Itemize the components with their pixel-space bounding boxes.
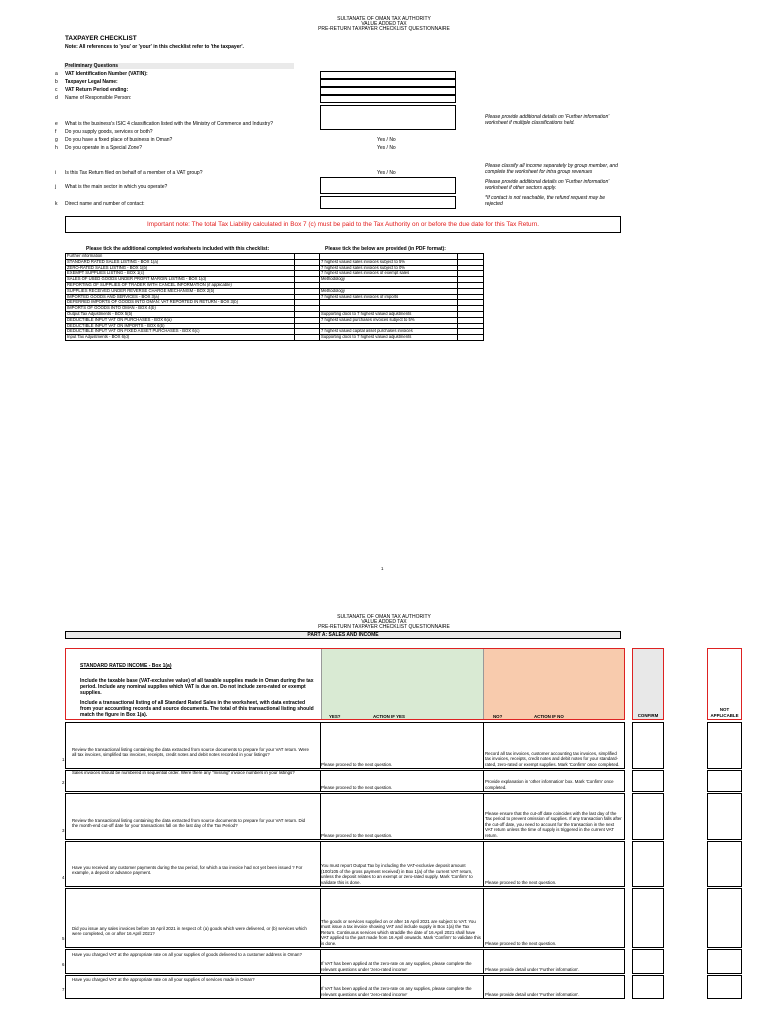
action-if-yes: Please proceed to the next question. bbox=[321, 832, 393, 838]
confirm-checkbox[interactable] bbox=[632, 841, 664, 887]
worksheet-name: REPORTING OF SUPPLIES OF TRADER WITH CANCEL INFORMATION (if applicable) bbox=[66, 282, 295, 288]
pdf-item-name: 7 highest valued sales invoices of imports bbox=[320, 294, 458, 300]
question-number: 7 bbox=[62, 987, 65, 992]
std-desc-1: Include the taxable base (VAT-exclusive value) of all taxable supplies made in Oman during the tax period. Include any nominal supplies which VAT is due on. Do not include zero-rated or exempt supplies. bbox=[80, 678, 314, 696]
worksheet-name: DEDUCTIBLE INPUT VAT ON PURCHASES - BOX 6(a) bbox=[66, 317, 295, 323]
not-applicable-checkbox[interactable] bbox=[707, 841, 742, 887]
worksheet-name: DEDUCTIBLE INPUT VAT ON IMPORTS - BOX 6(b) bbox=[66, 323, 295, 329]
pdf-item-name: Methodology bbox=[320, 277, 458, 283]
q-responsible: Name of Responsible Person: bbox=[65, 95, 132, 101]
no-divider bbox=[483, 975, 484, 999]
part-a-banner bbox=[65, 631, 621, 639]
confirm-checkbox[interactable] bbox=[632, 949, 664, 974]
action-if-no: Please provide detail under 'Further information'. bbox=[485, 966, 580, 972]
question-text: Did you issue any sales invoices before 16 April 2021 in respect of: (a) goods which were delivered, or (b) services which were completed, on or after 16 April 2021? bbox=[72, 926, 307, 937]
vatin-field[interactable] bbox=[320, 71, 456, 79]
worksheet-row bbox=[66, 335, 484, 341]
q-goods-services: Do you supply goods, services or both? bbox=[65, 129, 153, 135]
worksheet-name: Output Tax Adjustments - BOX 5(b) bbox=[66, 311, 295, 317]
col-yes: YES? bbox=[329, 714, 341, 719]
confirm-checkbox[interactable] bbox=[632, 793, 664, 840]
no-divider bbox=[483, 888, 484, 948]
header2-line-1: SULTANATE OF OMAN TAX AUTHORITY bbox=[337, 614, 431, 620]
worksheet-name: Input Tax Adjustments - BOX 6(d) bbox=[66, 335, 295, 341]
worksheet-name: SALES OF USED GOODS UNDER PROFIT MARGIN LISTING - BOX 1(d) bbox=[66, 277, 295, 283]
not-applicable-checkbox[interactable] bbox=[707, 722, 742, 769]
question-number: 3 bbox=[62, 828, 65, 833]
no-divider bbox=[483, 722, 484, 769]
col-no: NO? bbox=[493, 714, 503, 719]
q-letter-e: e bbox=[55, 121, 58, 127]
action-if-no: Please proceed to the next question. bbox=[485, 940, 557, 946]
worksheet-name: Further information bbox=[66, 254, 295, 260]
worksheet-name: STANDARD RATED SALES LISTING - BOX 1(a) bbox=[66, 259, 295, 265]
q-legal-name: Taxpayer Legal Name: bbox=[65, 79, 118, 85]
pdf-tick-box[interactable] bbox=[458, 335, 484, 341]
pdf-item-name: Supporting docs to 7 highest valued adjustments bbox=[320, 335, 458, 341]
q-sector: What is the main sector in which you operate? bbox=[65, 184, 168, 190]
q-period: VAT Return Period ending: bbox=[65, 87, 129, 93]
action-if-yes: Please proceed to the next question. bbox=[321, 761, 393, 767]
std-title: STANDARD RATED INCOME - Box 1(a) bbox=[80, 663, 172, 669]
question-number: 4 bbox=[62, 875, 65, 880]
yes-no-h[interactable]: Yes / No bbox=[377, 145, 396, 151]
worksheet-name: IMPORTS OF GOODS INTO OMAN - BOX 4(b) bbox=[66, 306, 295, 312]
q-letter-f: f bbox=[55, 129, 57, 135]
header-line-2: VALUE ADDED TAX bbox=[361, 21, 407, 27]
note-vat-group: Please classify all income separately by group member, and complete the worksheet for intra group revenues bbox=[485, 163, 618, 175]
note-contact: *If contact is not reachable, the refund request may be rejected bbox=[485, 195, 606, 207]
part-a-title: PART A: SALES AND INCOME bbox=[307, 632, 379, 638]
checklist-title: TAXPAYER CHECKLIST bbox=[65, 35, 137, 42]
action-if-yes: Please proceed to the next question. bbox=[321, 784, 393, 790]
question-text: Review the transactional listing containing the data extracted from source documents to prepare for your VAT return. Were all tax invoices, simplified tax invoices, receipts, credit notes and debit notes recorded in your listings? bbox=[72, 747, 309, 758]
q-letter-k: k bbox=[55, 201, 58, 207]
q-letter-i: i bbox=[55, 170, 57, 176]
col-action-yes: ACTION IF YES bbox=[373, 714, 405, 719]
action-if-no: Record all tax invoices, customer accounting tax invoices, simplified tax invoices, receipts, credit notes and debit notes for your standard-rated, zero-rated or exempt supplies. Mark 'Confirm' once completed. bbox=[485, 750, 620, 767]
prelim-header: Preliminary Questions bbox=[64, 63, 294, 69]
question-text: Have you charged VAT at the appropriate rate on all your supplies of services made in Oman? bbox=[72, 977, 255, 982]
worksheet-name: DEDUCTIBLE INPUT VAT ON FIXED ASSET PURCHASES - BOX 6(c) bbox=[66, 329, 295, 335]
header-line-1: SULTANATE OF OMAN TAX AUTHORITY bbox=[337, 16, 431, 22]
question-text: Have you received any customer payments during the tax period, for which a tax invoice had not yet been issued ? For example, a deposit or advance payment. bbox=[72, 865, 303, 876]
col-na: NOT APPLICABLE bbox=[710, 707, 739, 718]
na-header bbox=[707, 648, 742, 720]
q-letter-a: a bbox=[55, 71, 58, 77]
question-number: 2 bbox=[62, 780, 65, 785]
yes-no-i[interactable]: Yes / No bbox=[377, 170, 396, 176]
no-divider bbox=[483, 793, 484, 840]
q-fixed-place: Do you have a fixed place of business in Oman? bbox=[65, 137, 173, 143]
question-number: 5 bbox=[62, 936, 65, 941]
action-if-no: Please provide detail under 'Further information'. bbox=[485, 991, 580, 997]
confirm-checkbox[interactable] bbox=[632, 888, 664, 948]
question-number: 1 bbox=[62, 757, 65, 762]
action-if-yes: The goods or services supplied on or after 16 April 2021 are subject to VAT. You must issue a tax invoice showing VAT and include supply in Box 1(a) the Tax Return. Continuous services which straddle the date of 16 April 2021 shall have VAT applied to the part made from 16 April onwards. Mark 'Confirm' to validate this is done. bbox=[321, 918, 481, 946]
col-action-no: ACTION IF NO bbox=[534, 714, 564, 719]
std-desc-2: Include a transactional listing of all Standard Rated Sales in the worksheet, with data extracted from your accounting records and source documents. The total of this transactional listing should match the figure in Box 1(a). bbox=[80, 700, 314, 718]
worksheet-tick-box[interactable] bbox=[295, 335, 320, 341]
yes-no-g[interactable]: Yes / No bbox=[377, 137, 396, 143]
q-vatin: VAT Identification Number (VATIN): bbox=[65, 71, 148, 77]
action-if-no: Please proceed to the next question. bbox=[485, 879, 557, 885]
question-text: Have you charged VAT at the appropriate rate on all your supplies of goods delivered to a customer address in Oman? bbox=[72, 952, 302, 957]
pdf-item-name: 7 highest valued capital asset purchases invoices bbox=[320, 329, 458, 335]
col-confirm: CONFIRM bbox=[637, 712, 659, 718]
not-applicable-checkbox[interactable] bbox=[707, 793, 742, 840]
worksheet-name: IMPORTED GOODS AND SERVICES - BOX 3(a) bbox=[66, 294, 295, 300]
sector-field[interactable] bbox=[320, 177, 456, 194]
question-number: 6 bbox=[62, 962, 65, 967]
worksheets-table bbox=[65, 253, 484, 341]
pdf-item-name: 7 highest valued sales invoices subject to 0% bbox=[320, 265, 458, 271]
q-letter-g: g bbox=[55, 137, 58, 143]
question-text: Sales invoices should be numbered in sequential order. Were there any "missing" invoice numbers in your listings? bbox=[72, 770, 295, 775]
q-isic: What is the business's ISIC 4 classification listed with the Ministry of Commerce and Industry? bbox=[65, 121, 273, 127]
pdf-item-name: 7 highest valued sales invoices of exempt sales bbox=[320, 271, 458, 277]
legal-name-field[interactable] bbox=[320, 79, 456, 87]
responsible-field[interactable] bbox=[320, 95, 456, 103]
checklist-note: Note: All references to 'you' or 'your' in this checklist refer to 'the taxpayer'. bbox=[65, 44, 244, 50]
q-contact: Direct name and number of contact: bbox=[65, 201, 145, 207]
header2-line-2: VALUE ADDED TAX bbox=[361, 619, 407, 625]
pdf-item-name: 7 highest valued sales invoices subject to 5% bbox=[320, 259, 458, 265]
yes-shade bbox=[321, 649, 483, 719]
confirm-checkbox[interactable] bbox=[632, 975, 664, 999]
no-divider bbox=[483, 841, 484, 887]
action-if-no: Please ensure that the cut-off date coincides with the last day of the Tax period to prevent omission of supplies. If any transaction falls after the cut-off date, you need to account for the transaction in the next VAT return unless the time of supply is triggered in the current VAT return. bbox=[485, 810, 622, 838]
q-letter-h: h bbox=[55, 145, 58, 151]
no-divider bbox=[483, 949, 484, 974]
header2-line-3: PRE-RETURN TAXPAYER CHECKLIST QUESTIONNAIRE bbox=[318, 624, 450, 630]
important-note: Important note: The total Tax Liability calculated in Box 7 (c) must be paid to the Tax Authority on or before the due date for this Tax Return. bbox=[146, 221, 540, 228]
note-isic: Please provide additional details on 'Further information' worksheet if multiple classifications held. bbox=[485, 114, 610, 126]
pdf-item-name: Supporting docs to 7 highest valued adjustments bbox=[320, 311, 458, 317]
confirm-checkbox[interactable] bbox=[632, 722, 664, 769]
q-letter-d: d bbox=[55, 95, 58, 101]
worksheet-name: DEFERRED IMPORTS OF GOODS INTO OMAN: VAT REPORTED IN RETURN - BOX 3(b) bbox=[66, 300, 295, 306]
q-letter-c: c bbox=[55, 87, 58, 93]
q-vat-group: Is this Tax Return filed on behalf of a member of a VAT group? bbox=[65, 170, 203, 176]
pdf-item-name: 7 highest valued purchases invoices subject to 5% bbox=[320, 317, 458, 323]
important-note-box bbox=[65, 216, 621, 233]
contact-field[interactable] bbox=[320, 196, 456, 209]
q-letter-j: j bbox=[55, 184, 57, 190]
worksheet-name: ZERO-RATED SALES LISTING - BOX 1(b) bbox=[66, 265, 295, 271]
not-applicable-checkbox[interactable] bbox=[707, 949, 742, 974]
action-if-no: Provide explanation in 'other information' box. Mark 'Confirm' once completed. bbox=[485, 779, 614, 790]
isic-field[interactable] bbox=[320, 105, 456, 130]
q-letter-b: b bbox=[55, 79, 58, 85]
confirm-header bbox=[632, 648, 664, 720]
action-if-yes: You must report Output Tax by including the VAT-exclusive deposit amount (100/105 of the gross payment received) in Box 1(a) of the current VAT return, unless the deposit relates to an exempt or zero-rated supply. Mark 'Confirm' to validate this is done. bbox=[321, 863, 473, 885]
ws-header-right: Please tick the below are provided (in PDF format): bbox=[325, 246, 446, 252]
action-if-yes: If VAT has been applied at the zero-rate on any supplies, please complete the relevant questions under 'zero-rated income' bbox=[321, 961, 472, 972]
no-divider bbox=[483, 770, 484, 792]
action-if-yes: If VAT has been applied at the zero-rate on any supplies, please complete the relevant questions under 'zero-rated income' bbox=[321, 986, 472, 997]
page-number: 1 bbox=[381, 566, 384, 571]
not-applicable-checkbox[interactable] bbox=[707, 770, 742, 792]
not-applicable-checkbox[interactable] bbox=[707, 888, 742, 948]
pdf-item-name: Methodology bbox=[320, 288, 458, 294]
no-shade bbox=[483, 649, 624, 719]
header-line-3: PRE-RETURN TAXPAYER CHECKLIST QUESTIONNAIRE bbox=[318, 26, 450, 32]
period-field[interactable] bbox=[320, 87, 456, 95]
question-text: Review the transactional listing containing the data extracted from source documents to prepare for your VAT return. Did the month-end cut-off date for your transactions fall on the last day of the Tax Period? bbox=[72, 818, 306, 829]
note-sector: Please provide additional details on 'Further information' worksheet if other sectors apply. bbox=[485, 179, 610, 191]
confirm-checkbox[interactable] bbox=[632, 770, 664, 792]
not-applicable-checkbox[interactable] bbox=[707, 975, 742, 999]
q-special-zone: Do you operate in a Special Zone? bbox=[65, 145, 142, 151]
worksheet-name: SUPPLIES RECEIVED UNDER REVERSE CHARGE MECHANISM - BOX 2(b) bbox=[66, 288, 295, 294]
ws-header-left: Please tick the additional completed worksheets included with this checklist: bbox=[86, 246, 270, 252]
worksheet-name: EXEMPT SUPPLIES LISTING - BOX 1(c) bbox=[66, 271, 295, 277]
